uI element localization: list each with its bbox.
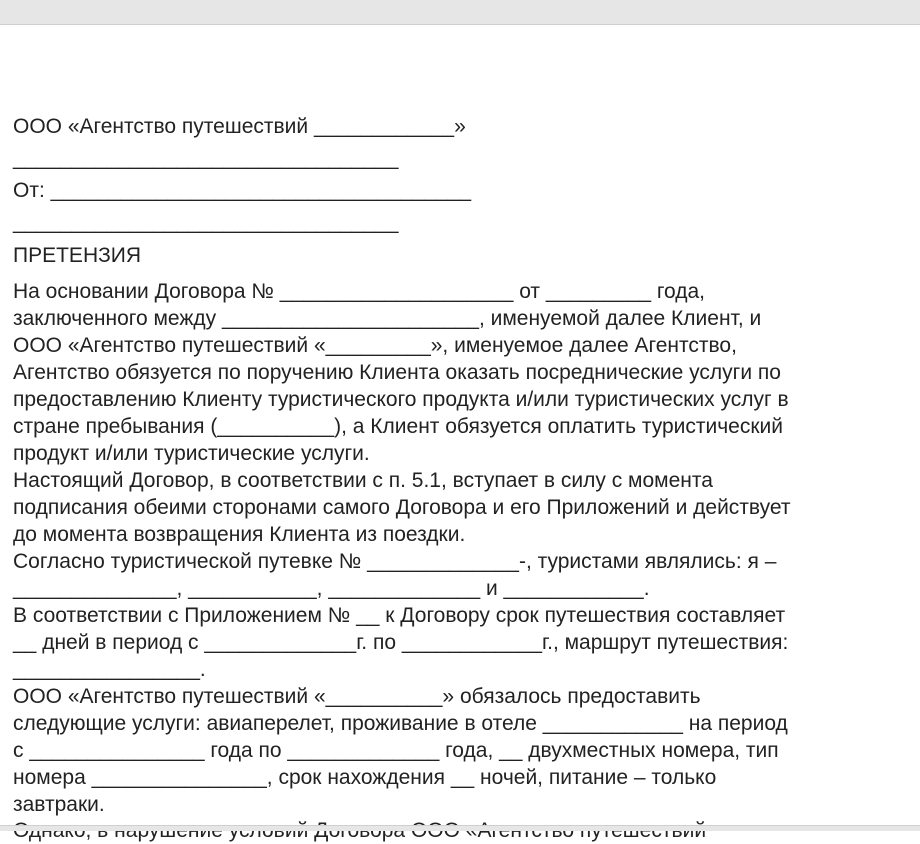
- paragraph-trip-period: В соответствии с Приложением № __ к Договору срок путешествия составляет __ дней в период с _____________г. по ____________г., маршрут путешествия: ________________.: [13, 604, 789, 681]
- viewer-toolbar: [0, 0, 920, 25]
- viewer-bottom-bar: [0, 825, 920, 831]
- paragraph-services: ООО «Агентство путешествий «__________» обязалось предоставить следующие услуги: авиаперелет, проживание в отеле ____________ на период с _______________ года по _____________ года, __ двухместных номера, тип номера _______________, срок нахождения __ ночей, питание – только завтраки.: [13, 685, 788, 816]
- document-title: ПРЕТЕНЗИЯ: [13, 244, 142, 267]
- paragraph-contract-basis: На основании Договора № ____________________ от _________ года, заключенного между ______________________, именуемой далее Клиент, и ООО «Агентство путешествий «_________», именуемое далее Агентство, Агентство обязуется по поручению Клиента оказать посреднические услуги по предоставлению Клиенту туристического продукта и/или туристических услуг в стране пребывания (__________), а Клиент обязуется оплатить туристический продукт и/или туристические услуги.: [13, 280, 789, 465]
- addressee-blank-line: _________________________________: [13, 147, 399, 170]
- document-body: [13, 111, 893, 818]
- paragraph-cut-off: [13, 817, 706, 825]
- sender-blank-line: _________________________________: [13, 211, 399, 234]
- sender-line: От: ____________________________________: [13, 179, 472, 202]
- addressee-agency: ООО «Агентство путешествий ____________»: [13, 115, 466, 138]
- document-page: [0, 25, 920, 825]
- paragraph-contract-validity: Настоящий Договор, в соответствии с п. 5.1, вступает в силу с момента подписания обеими сторонами самого Договора и его Приложений и действует до момента возвращения Клиента из поездки.: [13, 469, 791, 546]
- paragraph-tourists: Согласно туристической путевке № _____________-, туристами являлись: я – ______________, ___________, _____________ и ____________.: [13, 550, 777, 600]
